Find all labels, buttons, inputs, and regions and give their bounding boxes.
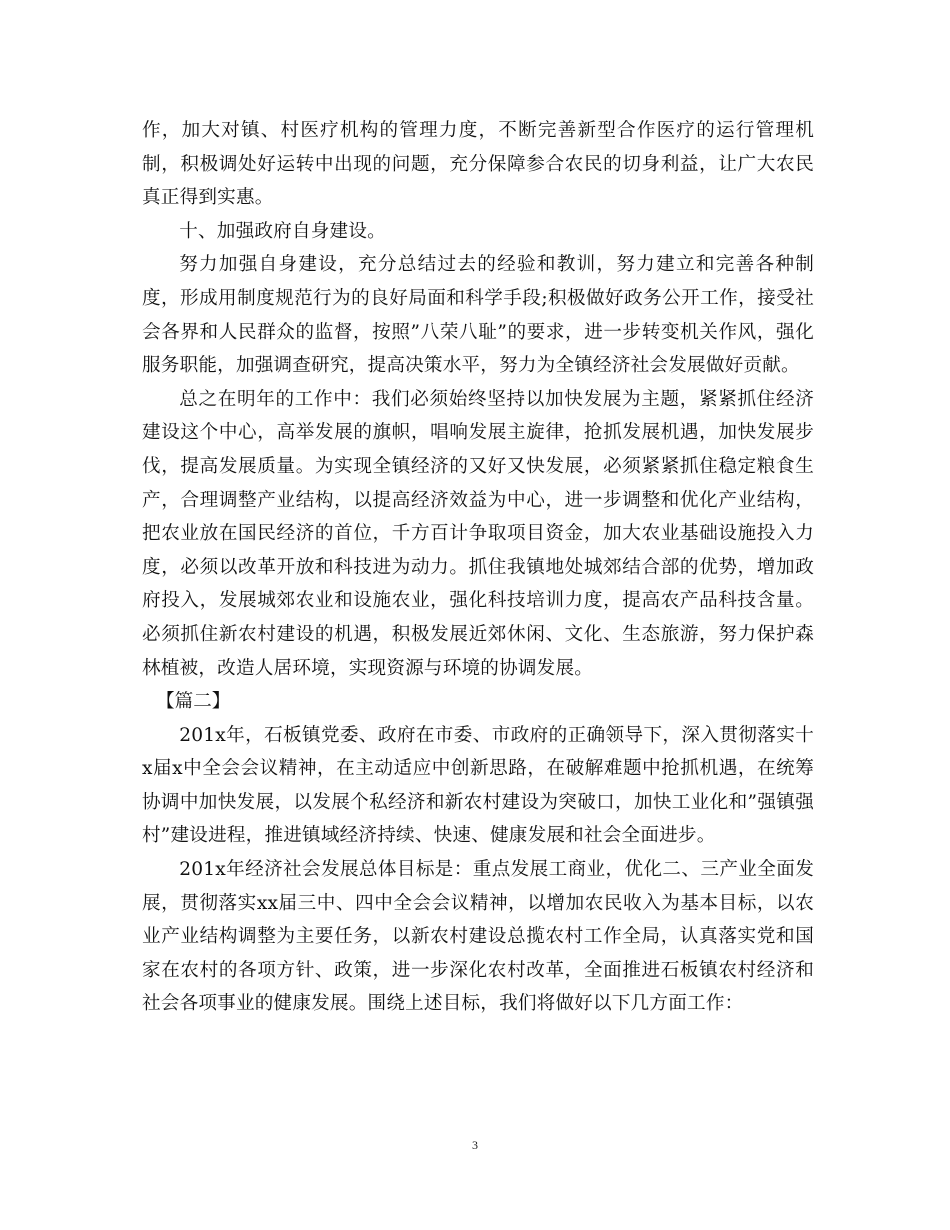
part-two-heading: 【篇二】 [156, 691, 231, 713]
paragraph-year-goals: 201x年经济社会发展总体目标是：重点发展工商业，优化二、三产业全面发展，贯彻落实xx届三中、四中全会会议精神，以增加农民收入为基本目标，以农业产业结构调整为主要任务，以新农村建设总揽农村工作全局，认真落实党和国家在农村的各项方针、政策，进一步深化农村改革，全面推进石板镇农村经济和社会各项事业的健康发展。围绕上述目标，我们将做好以下几方面工作： [142, 859, 814, 1015]
section-heading: 十、加强政府自身建设。 [179, 220, 386, 242]
paragraph-government-building: 努力加强自身建设，充分总结过去的经验和教训，努力建立和完善各种制度，形成用制度规范行为的良好局面和科学手段;积极做好政务公开工作，接受社会各界和人民群众的监督，按照”八荣八耻”的要求，进一步转变机关作风，强化服务职能，加强调查研究，提高决策水平，努力为全镇经济社会发展做好贡献。 [142, 254, 814, 377]
document-body [142, 114, 814, 1021]
paragraph-summary: 总之在明年的工作中：我们必须始终坚持以加快发展为主题，紧紧抓住经济建设这个中心，高举发展的旗帜，唱响发展主旋律，抢抓发展机遇，加快发展步伐，提高发展质量。为实现全镇经济的又好又快发展，必须紧紧抓住稳定粮食生产，合理调整产业结构，以提高经济效益为中心，进一步调整和优化产业结构，把农业放在国民经济的首位，千方百计争取项目资金，加大农业基础设施投入力度，必须以改革开放和科技进为动力。抓住我镇地处城郊结合部的优势，增加政府投入，发展城郊农业和设施农业，强化科技培训力度，提高农产品科技含量。必须抓住新农村建设的机遇，积极发展近郊休闲、文化、生态旅游，努力保护森林植被，改造人居环境，实现资源与环境的协调发展。 [142, 388, 814, 679]
paragraph-continuation: 作，加大对镇、村医疗机构的管理力度，不断完善新型合作医疗的运行管理机制，积极调处好运转中出现的问题，充分保障参合农民的切身利益，让广大农民真正得到实惠。 [142, 120, 814, 209]
paragraph-year-review: 201x年，石板镇党委、政府在市委、市政府的正确领导下，深入贯彻落实十x届x中全会会议精神，在主动适应中创新思路，在破解难题中抢抓机遇，在统筹协调中加快发展，以发展个私经济和新农村建设为突破口，加快工业化和”强镇强村”建设进程，推进镇域经济持续、快速、健康发展和社会全面进步。 [142, 724, 814, 847]
page-number: 3 [472, 1138, 478, 1152]
